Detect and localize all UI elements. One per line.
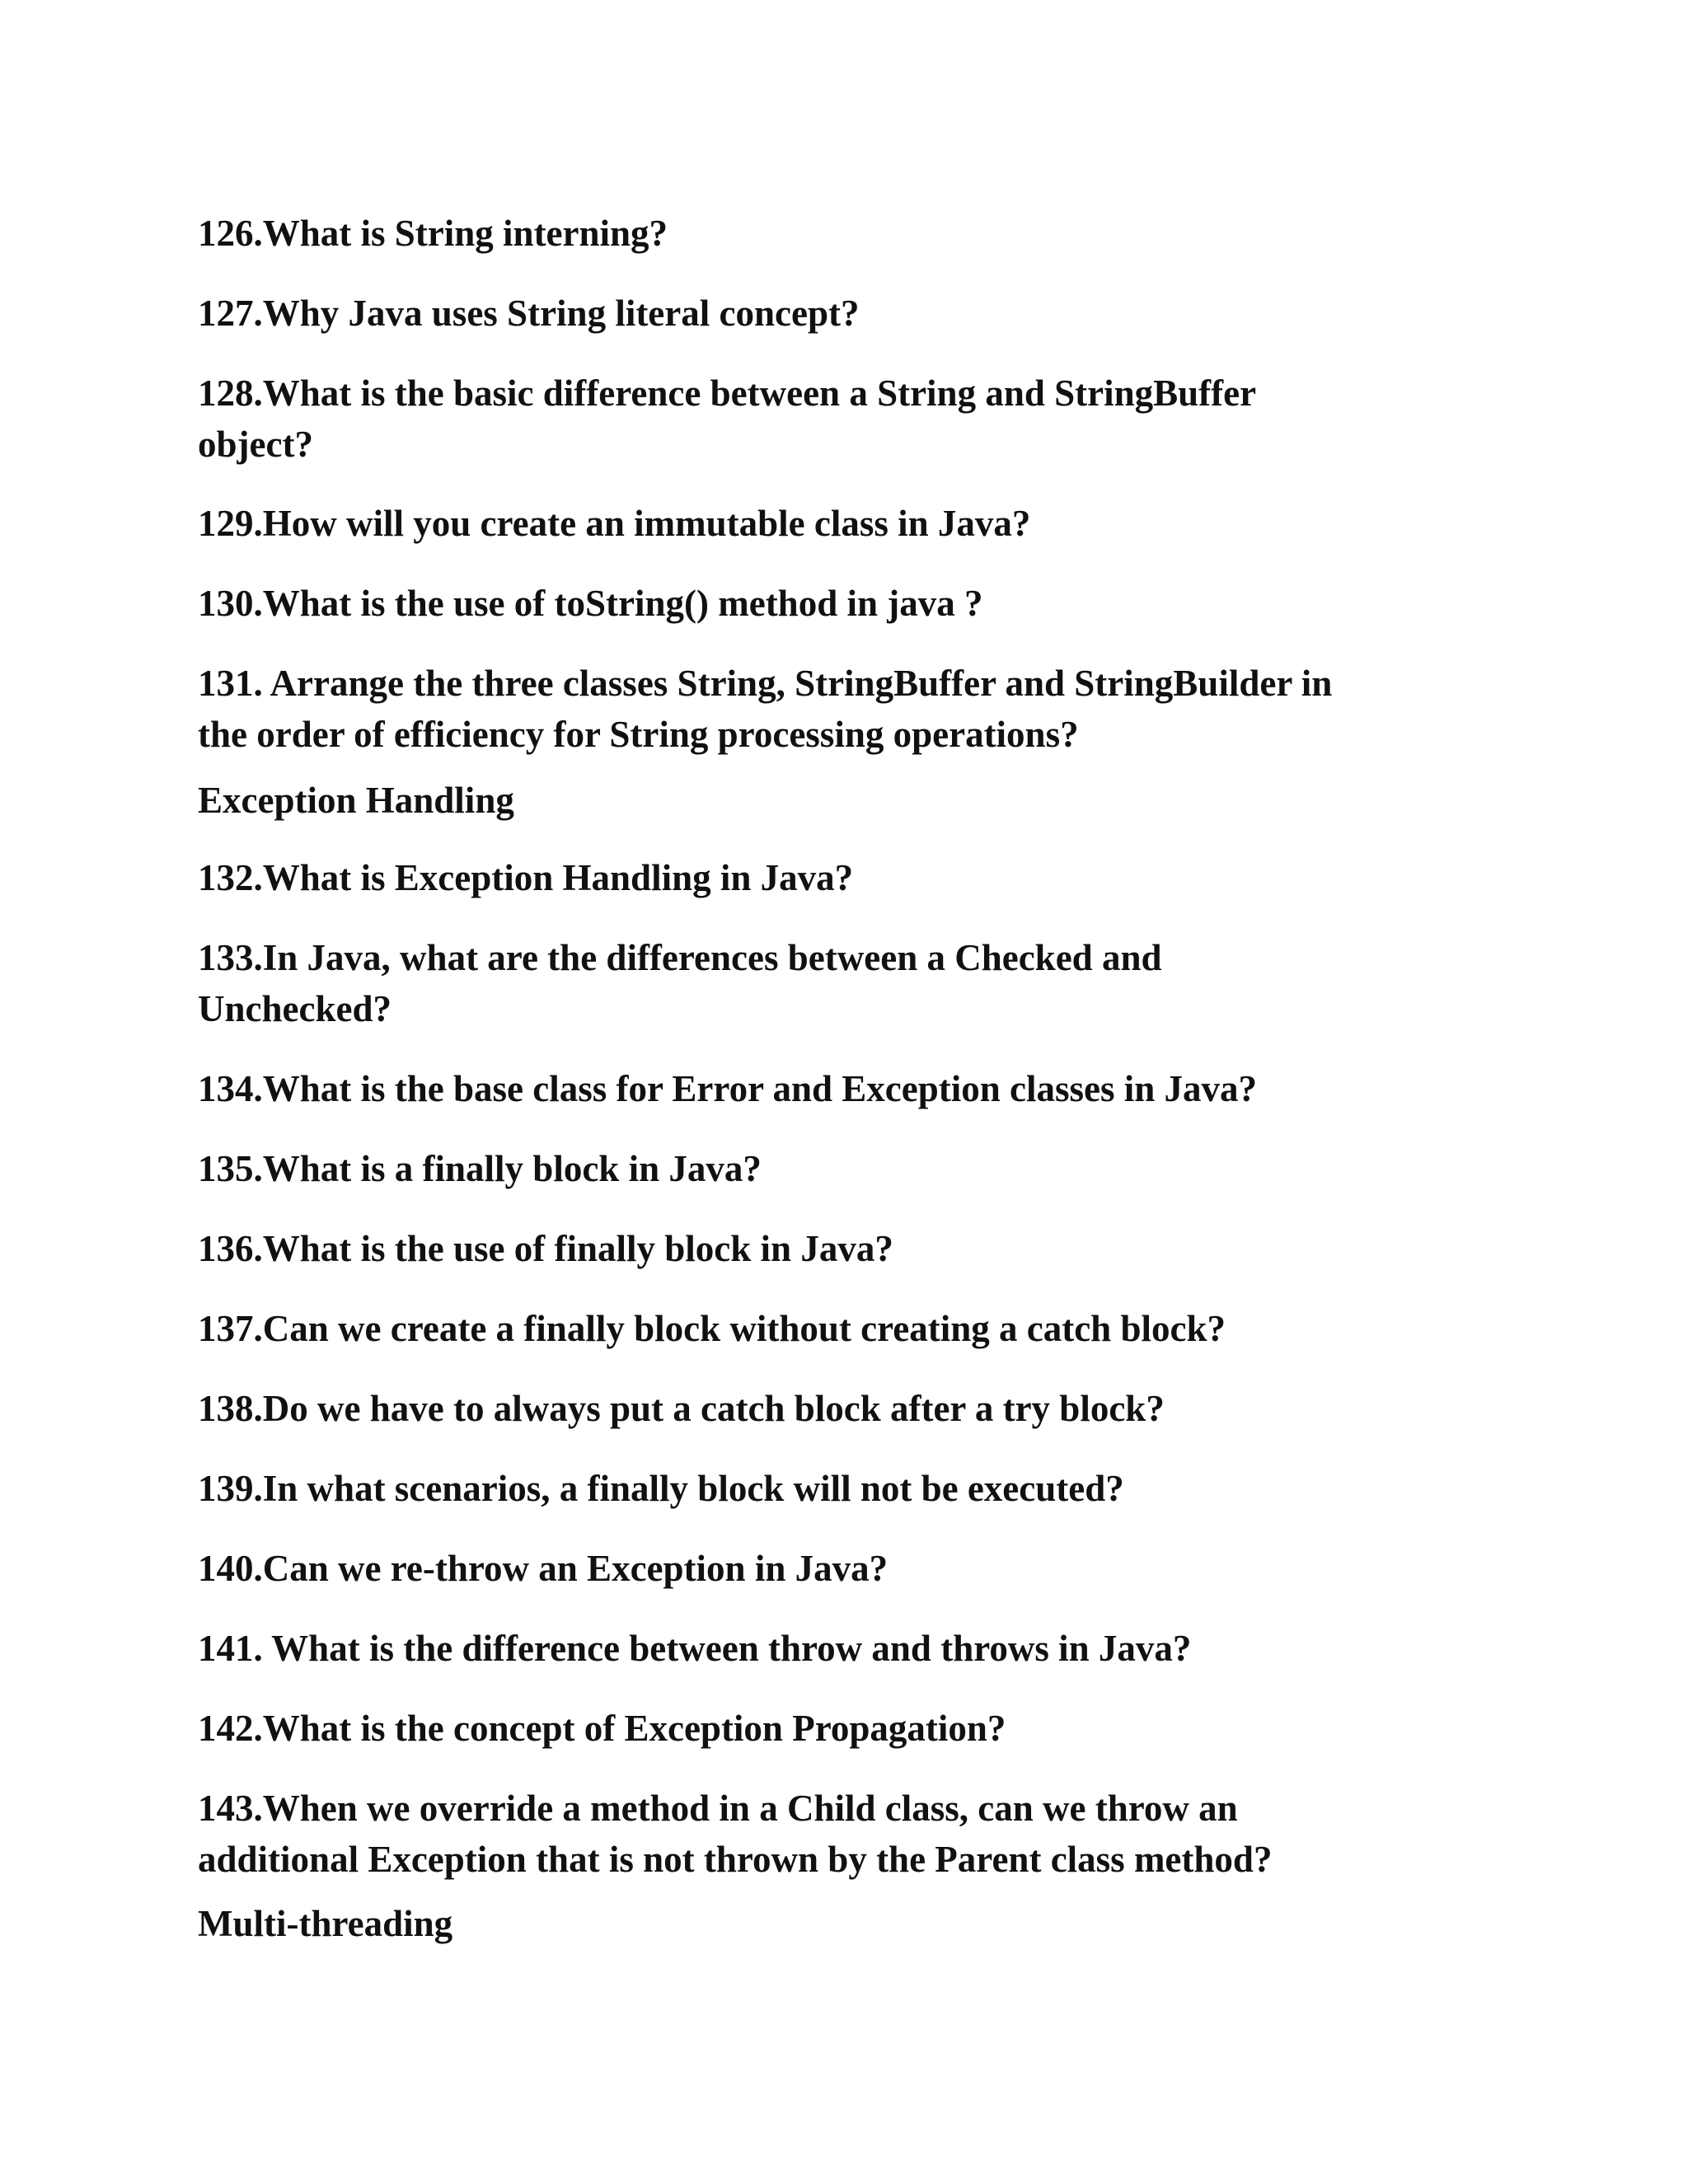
question-133-line-2: Unchecked? xyxy=(198,988,392,1029)
question-142: 142.What is the concept of Exception Propagation? xyxy=(198,1708,1006,1749)
question-140: 140.Can we re-throw an Exception in Java? xyxy=(198,1548,889,1589)
question-143-line-1: 143.When we override a method in a Child class, can we throw an xyxy=(198,1788,1238,1829)
question-126: 126.What is String interning? xyxy=(198,213,668,254)
question-128-line-2: object? xyxy=(198,424,313,465)
question-141: 141. What is the difference between throw and throws in Java? xyxy=(198,1628,1192,1669)
question-134: 134.What is the base class for Error and Exception classes in Java? xyxy=(198,1068,1258,1109)
section-heading-multi-threading: Multi-threading xyxy=(198,1903,453,1944)
question-135: 135.What is a finally block in Java? xyxy=(198,1148,762,1189)
question-130: 130.What is the use of toString() method in java ? xyxy=(198,583,983,624)
question-136: 136.What is the use of finally block in Java? xyxy=(198,1228,893,1269)
question-128-line-1: 128.What is the basic difference between a String and StringBuffer xyxy=(198,373,1257,414)
question-138: 138.Do we have to always put a catch block after a try block? xyxy=(198,1388,1165,1429)
question-139: 139.In what scenarios, a finally block will not be executed? xyxy=(198,1468,1124,1509)
question-127: 127.Why Java uses String literal concept? xyxy=(198,293,860,334)
question-131-line-2: the order of efficiency for String processing operations? xyxy=(198,714,1079,755)
question-143-line-2: additional Exception that is not thrown by the Parent class method? xyxy=(198,1839,1273,1880)
question-137: 137.Can we create a finally block without creating a catch block? xyxy=(198,1308,1226,1349)
question-133-line-1: 133.In Java, what are the differences between a Checked and xyxy=(198,937,1162,978)
question-132: 132.What is Exception Handling in Java? xyxy=(198,857,854,898)
question-129: 129.How will you create an immutable class in Java? xyxy=(198,503,1031,544)
question-131-line-1: 131. Arrange the three classes String, StringBuffer and StringBuilder in xyxy=(198,663,1333,704)
section-heading-exception-handling: Exception Handling xyxy=(198,780,514,821)
